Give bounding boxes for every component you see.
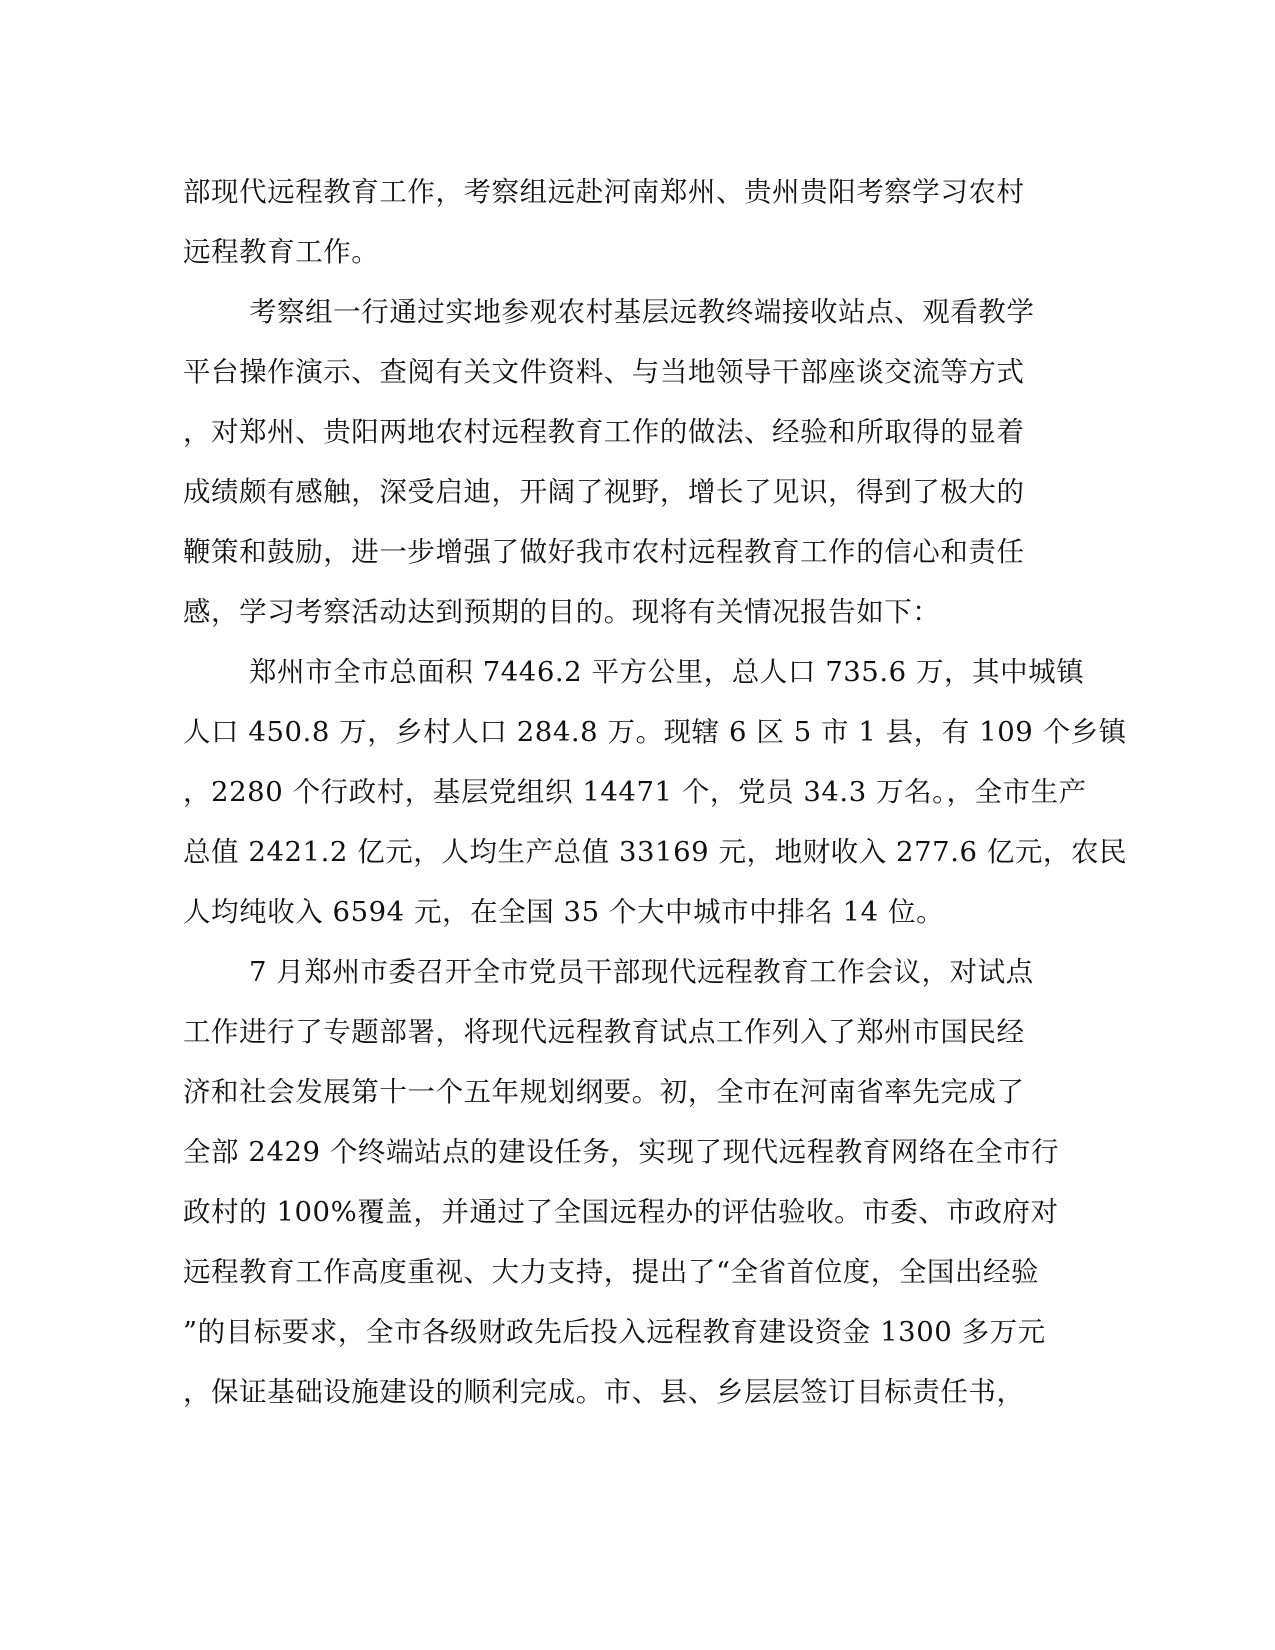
text-line: 人口 450.8 万，乡村人口 284.8 万。现辖 6 区 5 市 1 县，有 109 个乡镇 [183,716,1127,748]
text-line: 成绩颇有感触，深受启迪，开阔了视野，增长了见识，得到了极大的 [183,476,1025,508]
text-line: ，保证基础设施建设的顺利完成。市、县、乡层层签订目标责任书， [183,1376,1025,1408]
paragraph-first-line: 考察组一行通过实地参观农村基层远教终端接收站点、观看教学 [249,296,1035,328]
paragraph-first-line: 郑州市全市总面积 7446.2 平方公里，总人口 735.6 万，其中城镇 [249,656,1085,688]
text-line: 济和社会发展第十一个五年规划纲要。初，全市在河南省率先完成了 [183,1076,1025,1108]
text-line: ，对郑州、贵阳两地农村远程教育工作的做法、经验和所取得的显着 [183,416,1025,448]
text-line: 人均纯收入 6594 元，在全国 35 个大中城市中排名 14 位。 [183,896,945,928]
text-line: 工作进行了专题部署，将现代远程教育试点工作列入了郑州市国民经 [183,1016,1025,1048]
text-line: 远程教育工作。 [183,236,380,268]
text-line: 部现代远程教育工作，考察组远赴河南郑州、贵州贵阳考察学习农村 [183,176,1025,208]
text-line: 全部 2429 个终端站点的建设任务，实现了现代远程教育网络在全市行 [183,1136,1060,1168]
paragraph-first-line: 7 月郑州市委召开全市党员干部现代远程教育工作会议，对试点 [249,956,1034,988]
text-line: 政村的 100%覆盖，并通过了全国远程办的评估验收。市委、市政府对 [183,1196,1059,1228]
text-line: 感，学习考察活动达到预期的目的。现将有关情况报告如下： [183,596,941,628]
text-line: 平台操作演示、查阅有关文件资料、与当地领导干部座谈交流等方式 [183,356,1025,388]
text-line: ”的目标要求，全市各级财政先后投入远程教育建设资金 1300 多万元 [183,1316,1046,1348]
text-line: ，2280 个行政村，基层党组织 14471 个，党员 34.3 万名。，全市生产 [183,776,1087,808]
text-line: 总值 2421.2 亿元，人均生产总值 33169 元，地财收入 277.6 亿元，农民 [183,836,1128,868]
text-line: 远程教育工作高度重视、大力支持，提出了“全省首位度，全国出经验 [183,1256,1040,1288]
body-text [183,162,1128,1422]
text-line: 鞭策和鼓励，进一步增强了做好我市农村远程教育工作的信心和责任 [183,536,1025,568]
